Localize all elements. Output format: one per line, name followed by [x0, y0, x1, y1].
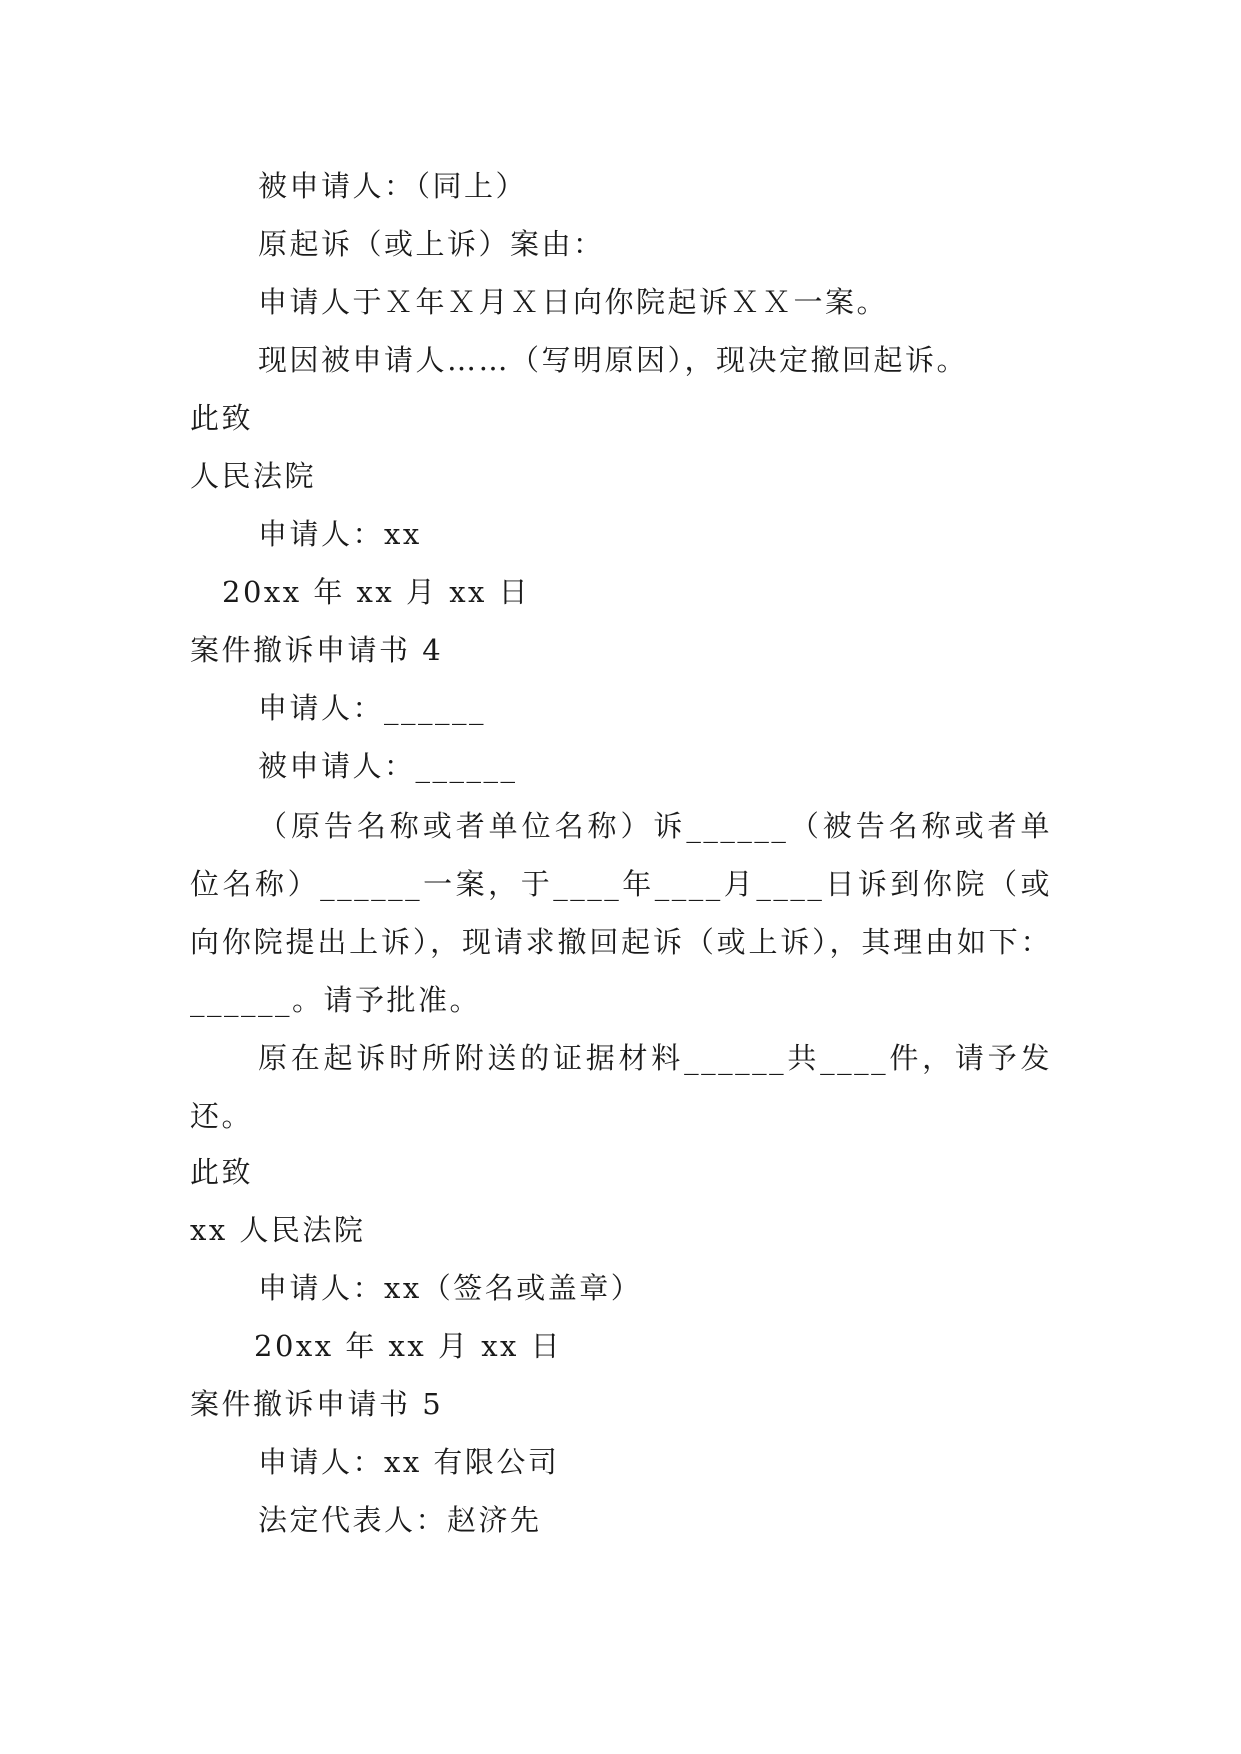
respondent-line: 被申请人：（同上） — [258, 169, 528, 203]
applicant-signature-line-2: 申请人：xx（签名或盖章） — [258, 1271, 643, 1305]
date-line-2: 20xx 年 xx 月 xx 日 — [254, 1329, 563, 1363]
applicant-blank-line: 申请人：______ — [258, 691, 487, 725]
respondent-blank-line: 被申请人：______ — [258, 749, 518, 783]
court-name-line: 人民法院 — [190, 459, 317, 493]
withdrawal-request-paragraph: （原告名称或者单位名称）诉______（被告名称或者单位名称）______一案，于____年____月____日诉到你院（或向你院提出上诉），现请求撤回起诉（或上诉），其理由如下：______。请予批准。 — [190, 809, 1052, 1017]
date-line: 20xx 年 xx 月 xx 日 — [222, 575, 531, 609]
applicant-company-line: 申请人：xx 有限公司 — [258, 1445, 560, 1479]
section-heading-4: 案件撤诉申请书 4 — [190, 633, 444, 667]
legal-representative-line: 法定代表人：赵济先 — [258, 1503, 542, 1537]
salutation-line: 此致 — [190, 401, 254, 435]
section-heading-5: 案件撤诉申请书 5 — [190, 1387, 444, 1421]
salutation-line-2: 此致 — [190, 1155, 254, 1189]
evidence-return-paragraph: 原在起诉时所附送的证据材料______共____件，请予发还。 — [190, 1041, 1052, 1133]
original-case-cause-line: 原起诉（或上诉）案由： — [258, 227, 605, 261]
withdrawal-reason-line: 现因被申请人……（写明原因），现决定撤回起诉。 — [258, 343, 969, 377]
applicant-signature-line: 申请人：xx — [258, 517, 422, 551]
filing-statement-line: 申请人于Ｘ年Ｘ月Ｘ日向你院起诉ＸＸ一案。 — [258, 285, 889, 319]
court-name-line-2: xx 人民法院 — [190, 1213, 366, 1247]
